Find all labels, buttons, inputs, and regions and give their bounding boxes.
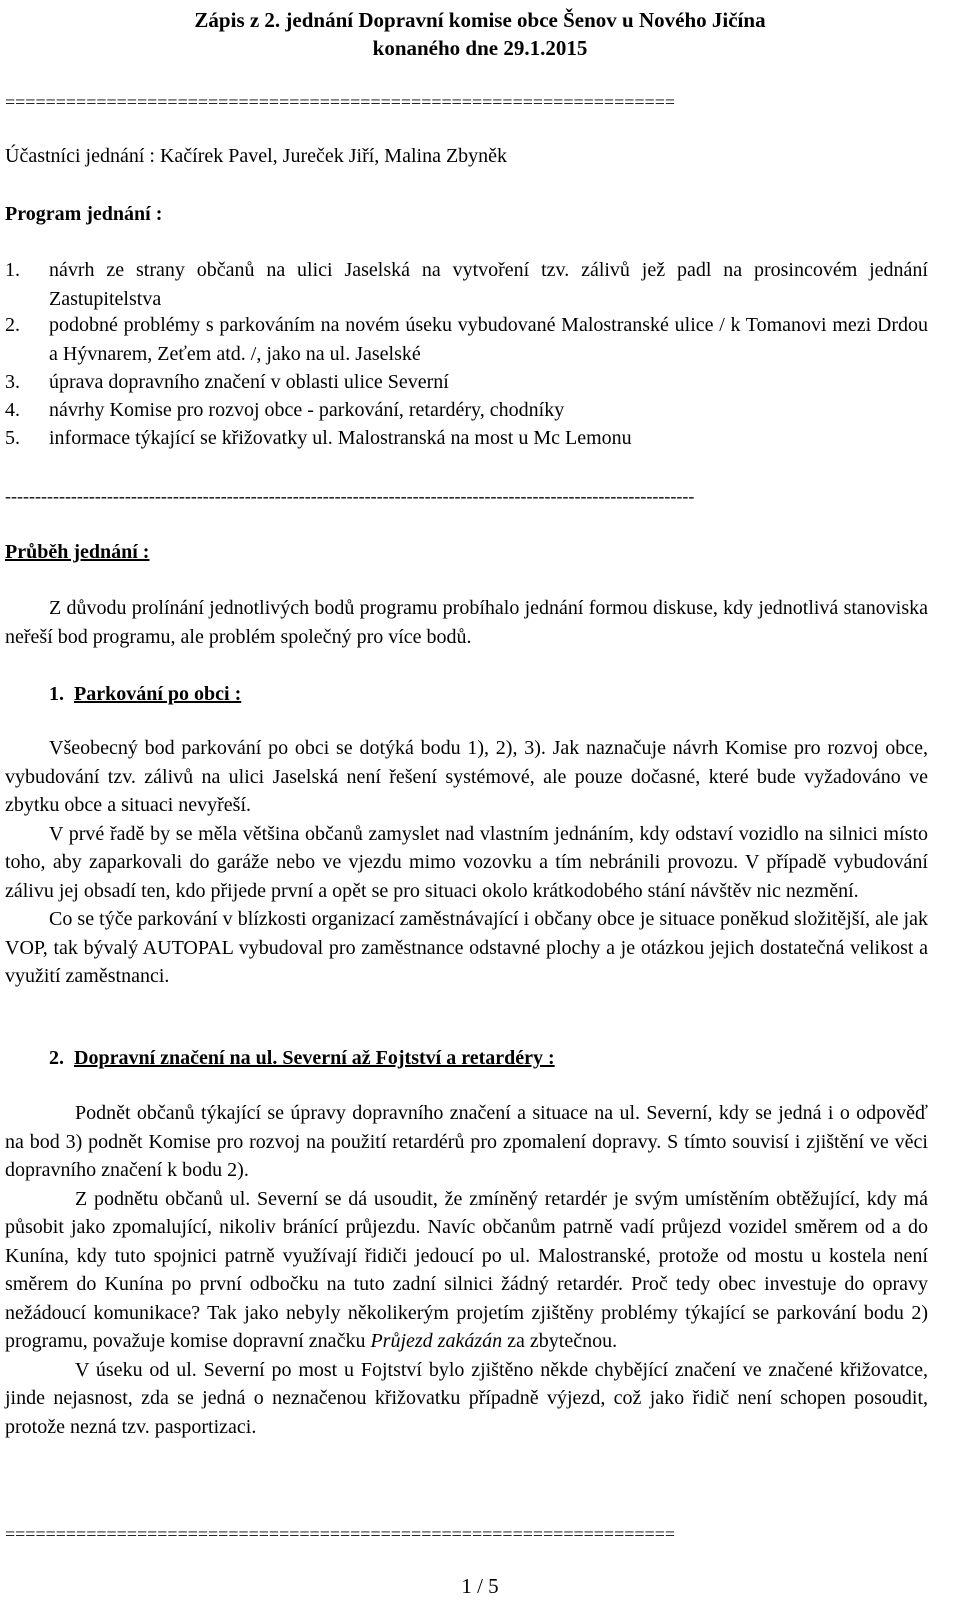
- section-2-paragraph: Podnět občanů týkající se úpravy dopravního značení a situace na ul. Severní, kdy se jedná i o odpověď na bod 3) podnět Komise pro rozvoj na použití retardérů pro zpomalení dopravy. S tímto souvisí i zjištění ve věci dopravního značení k bodu 2).: [5, 1102, 928, 1181]
- program-heading: Program jednání :: [5, 203, 163, 225]
- program-item: [5, 368, 928, 397]
- program-item-number: 4.: [5, 399, 20, 421]
- section-2-number: 2.: [49, 1047, 64, 1069]
- dash-rule: -------------------------------------------------------------------------------------------------------------------: [5, 486, 695, 506]
- section-2-paragraph: [5, 1185, 928, 1356]
- document-title-line-1: Zápis z 2. jednání Dopravní komise obce Šenov u Nového Jičína: [194, 8, 766, 32]
- section-2-body: [5, 1099, 928, 1441]
- section-2-paragraph-text: Z podnětu občanů ul. Severní se dá usoudit, že zmíněný retardér je svým umístěním obtěžující, kdy má působit jako zpomalující, nikoliv bránící průjezdu. Navíc občanům patrně vadí průjezd vozidel směrem od a do Kunína, kdy tuto spojnici patrně využívají řidiči jedoucí po ul. Malostranské, protože od mostu u kostela není směrem do Kunína po první odbočku na tuto zadní silnici žádný retardér. Proč tedy obec investuje do opravy nežádoucí komunikace? Tak jako nebyly několikerým projetím zjištěny problémy týkající se parkování bodu 2) programu, považuje komise dopravní značku: [5, 1187, 928, 1352]
- progress-intro-text: Z důvodu prolínání jednotlivých bodů programu probíhalo jednání formou diskuse, kdy jednotlivá stanoviska neřeší bod programu, ale problém společný pro více bodů.: [5, 597, 928, 648]
- section-1-body: [5, 734, 928, 991]
- section-1-title: Parkování po obci :: [74, 683, 242, 705]
- section-1-paragraph: V prvé řadě by se měla většina občanů zamyslet nad vlastním jednáním, kdy odstaví vozidlo na silnici místo toho, aby zaparkovali do garáže nebo ve vjezdu mimo vozovku a tím nebránili provozu. V případě vybudování zálivu jej obsadí ten, kdo přijede první a opět se pro situaci okolo krátkodobého stání návštěv nic nezmění.: [5, 822, 928, 902]
- document-title-line-2: konaného dne 29.1.2015: [372, 36, 588, 60]
- progress-intro: [5, 594, 928, 651]
- program-item-text: úprava dopravního značení v oblasti ulice Severní: [49, 371, 449, 393]
- program-item: [5, 311, 928, 368]
- section-2-title: Dopravní značení na ul. Severní až Fojtství a retardéry :: [74, 1047, 555, 1069]
- program-item-text: podobné problémy s parkováním na novém úseku vybudované Malostranské ulice / k Tomanovi mezi Drdou a Hývnarem, Zeťem atd. /, jako na ul. Jaselské: [49, 314, 928, 365]
- program-item-number: 1.: [5, 259, 20, 281]
- program-item-number: 3.: [5, 371, 20, 393]
- section-1-number: 1.: [49, 683, 64, 705]
- section-1-paragraph: Všeobecný bod parkování po obci se dotýká bodu 1), 2), 3). Jak naznačuje návrh Komise pro rozvoj obce, vybudování tzv. zálivů na ulici Jaselská není řešení systémové, ale pouze dočasné, které bude vyžadováno ve zbytku obce a situaci nevyřeší.: [5, 737, 928, 816]
- program-item: [5, 424, 928, 453]
- section-2-heading: [49, 1044, 555, 1073]
- program-item-number: 5.: [5, 427, 20, 449]
- section-2-paragraph-text-end: za zbytečnou.: [502, 1330, 618, 1352]
- program-item-text: návrh ze strany občanů na ulici Jaselská na vytvoření tzv. zálivů jež padl na prosincovém jednání Zastupitelstva: [49, 259, 928, 310]
- section-2-paragraph: V úseku od ul. Severní po most u Fojtství bylo zjištěno někde chybějící značení ve značené křižovatce, jinde nejasnost, zda se jedná o neznačenou křižovatku případně výjezd, což jako řidič není schopen posoudit, protože nezná tzv. pasportizaci.: [5, 1358, 928, 1438]
- progress-heading: Průběh jednání :: [5, 541, 150, 563]
- program-item: [5, 256, 928, 313]
- participants: Účastníci jednání : Kačírek Pavel, Jureček Jiří, Malina Zbyněk: [5, 145, 508, 167]
- program-item-text: návrhy Komise pro rozvoj obce - parkování, retardéry, chodníky: [49, 399, 565, 421]
- program-item-text: informace týkající se křižovatky ul. Malostranská na most u Mc Lemonu: [49, 427, 632, 449]
- double-rule-bottom: ==================================================================: [5, 1524, 675, 1544]
- no-entry-sign-name: Průjezd zakázán: [370, 1330, 503, 1352]
- program-item: [5, 396, 928, 425]
- page-number: 1 / 5: [461, 1574, 499, 1598]
- double-rule-top: ==================================================================: [5, 92, 675, 112]
- program-item-number: 2.: [5, 314, 20, 336]
- section-1-heading: [49, 680, 241, 709]
- section-1-paragraph: Co se týče parkování v blízkosti organizací zaměstnávající i občany obce je situace poněkud složitější, ale jak VOP, tak bývalý AUTOPAL vybudoval pro zaměstnance odstavné plochy a je otázkou jejich dostatečná velikost a využití zaměstnanci.: [5, 908, 928, 987]
